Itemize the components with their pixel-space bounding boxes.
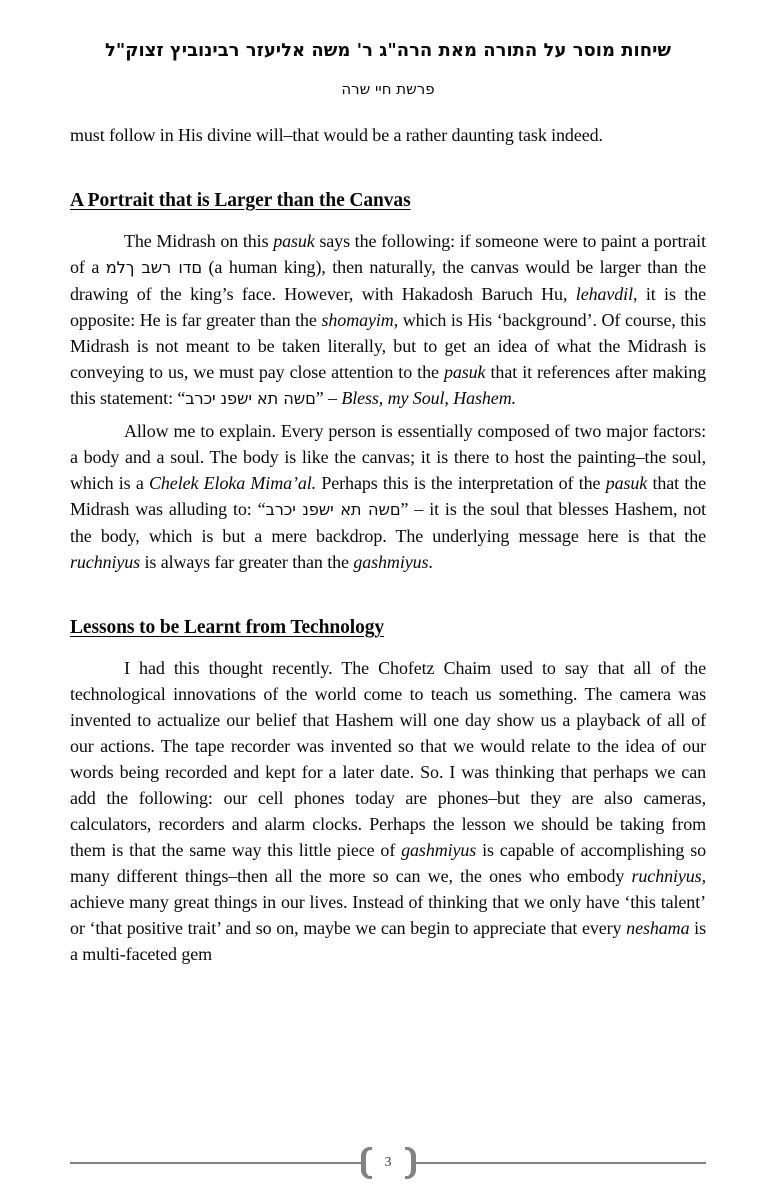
text-run: .	[428, 552, 433, 572]
text-run: that it references after making this statement: “	[70, 362, 706, 408]
text-run: Chelek Eloka Mima’al.	[149, 473, 317, 493]
section-heading: A Portrait that is Larger than the Canvas	[70, 190, 411, 211]
text-run: , which is His ‘background’. Of course, this Midrash is not meant to be taken literally, but to get an idea of what the Midrash is conveying to us, we must pay close attention to the	[70, 310, 706, 382]
hebrew-phrase: מלך בשר ודם	[105, 258, 203, 277]
body-paragraph	[70, 655, 706, 967]
page-content	[70, 0, 706, 973]
text-run: pasuk	[605, 473, 648, 493]
text-run: , it is the opposite: He is far greater than the	[70, 284, 706, 330]
document-body	[70, 122, 706, 967]
body-paragraph	[70, 418, 706, 575]
text-run: shomayim	[321, 310, 394, 330]
text-run: lehavdil	[575, 284, 633, 304]
footer-rule-right	[416, 1162, 707, 1164]
text-run: is capable of accomplishing so many different things–then all the more so can we, the ones who embody	[70, 840, 707, 886]
text-run: neshama	[626, 918, 690, 938]
text-run: (a human king), then naturally, the canvas would be larger than the drawing of the king’s face. However, with Hakadosh Baruch Hu,	[70, 257, 706, 304]
page-footer	[70, 1147, 706, 1179]
text-run: is always far greater than the	[140, 552, 354, 572]
page-number: 3	[384, 1155, 392, 1170]
hebrew-title: שיחות מוסר על התורה מאת הרה"ג ר' משה אליעזר רבינוביץ זצוק"ל	[104, 40, 672, 61]
body-paragraph	[70, 122, 706, 148]
text-run: ruchniyus	[631, 866, 702, 886]
text-run: that the Midrash was alluding to: “	[70, 473, 707, 519]
text-run: , achieve many great things in our lives. Instead of thinking that we only have ‘this talent’ or ‘that positive trait’ and so on, maybe we can begin to appreciate that every	[70, 866, 706, 938]
hebrew-phrase: ברכי נפשי את השם	[265, 500, 401, 519]
text-run: pasuk	[273, 231, 315, 251]
footer-rule-left	[70, 1162, 361, 1164]
text-run: Allow me to explain. Every person is essentially composed of two major factors: a body and a soul. The body is like the canvas; it is there to host the painting–the soul, which is a	[70, 421, 706, 493]
text-run: ” – it is the soul that blesses Hashem, not the body, which is but a mere backdrop. The underlying message here is that the	[70, 499, 707, 546]
text-run: says the following: if someone were to paint a portrait of a	[70, 231, 706, 277]
text-run: gashmiyus	[353, 552, 429, 572]
hebrew-subtitle: פרשת חיי שרה	[341, 80, 435, 98]
text-run: The Midrash on this	[124, 231, 274, 251]
text-run: pasuk	[443, 362, 486, 382]
page-number-bracket-right-icon	[405, 1147, 416, 1179]
text-run: must follow in His divine will–that would be a rather daunting task indeed.	[70, 125, 603, 145]
text-run: ” –	[315, 388, 342, 408]
text-run: gashmiyus	[401, 840, 477, 860]
section-heading: Lessons to be Learnt from Technology	[70, 617, 385, 638]
body-paragraph	[70, 228, 706, 412]
text-run: is a multi-faceted gem	[70, 918, 706, 964]
page-number-bracket-left-icon	[361, 1147, 372, 1179]
text-run: ruchniyus	[70, 552, 141, 572]
hebrew-phrase: ברכי נפשי את השם	[185, 389, 316, 408]
text-run: I had this thought recently. The Chofetz Chaim used to say that all of the technological innovations of the world come to teach us something. The camera was invented to actualize our belief that Hashem will one day show us a playback of all of our actions. The tape recorder was invented so that we would relate to the idea of our words being recorded and kept for a later date. So. I was thinking that perhaps we can add the following: our cell phones today are phones–but they are also cameras, calculators, recorders and alarm clocks. Perhaps the lesson we should be taking from them is that the same way this little piece of	[70, 658, 706, 860]
text-run: Perhaps this is the interpretation of the	[316, 473, 606, 493]
text-run: Bless, my Soul, Hashem.	[341, 388, 516, 408]
